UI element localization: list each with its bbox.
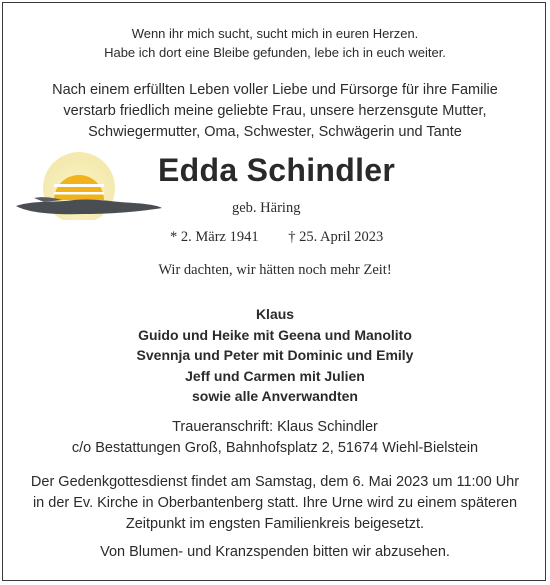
birth-date: * 2. März 1941 [170,229,259,245]
deceased-name: Edda Schindler [158,152,396,188]
intro-text [0,80,550,143]
poem [0,24,550,62]
notice-line-2: in der Ev. Kirche in Oberbantenberg statt. Ihre Urne wird zu einem späteren [32,495,518,511]
mourner: Svennja und Peter mit Dominic und Emily [136,347,414,363]
life-dates [170,229,409,246]
poem-line-1: Wenn ihr mich sucht, sucht mich in euren Herzen. [131,26,419,41]
maiden-name: geb. Häring [232,200,301,216]
notice-line-3: Zeitpunkt im engsten Familienkreis beigesetzt. [125,516,425,532]
mourners-list [0,304,550,407]
mourner: Guido und Heike mit Geena und Manolito [138,326,412,343]
intro-line-2: verstarb friedlich meine geliebte Frau, unsere herzensgute Mutter, [63,103,487,119]
notice-line-1: Der Gedenkgottesdienst findet am Samstag, dem 6. Mai 2023 um 11:00 Uhr [30,474,520,490]
mourner: Jeff und Carmen mit Julien [185,367,365,384]
death-date: † 25. April 2023 [288,229,384,245]
sunset-icon [14,148,164,220]
intro-line-1: Nach einem erfüllten Leben voller Liebe und Fürsorge für ihre Familie [52,82,498,98]
intro-line-3: Schwiegermutter, Oma, Schwester, Schwägerin und Tante [88,124,462,140]
address-line-2: c/o Bestattungen Groß, Bahnhofsplatz 2, 51674 Wiehl-Bielstein [71,440,479,456]
poem-line-2: Habe ich dort eine Bleibe gefunden, lebe ich in euch weiter. [104,45,446,60]
mourner: Klaus [255,306,295,322]
closing-note: Von Blumen- und Kranzspenden bitten wir abzusehen. [100,544,450,560]
quote: Wir dachten, wir hätten noch mehr Zeit! [158,262,392,278]
mourner: sowie alle Anverwandten [192,388,358,404]
address-line-1: Traueranschrift: Klaus Schindler [172,419,378,435]
service-notice [0,472,550,535]
mourning-address [0,417,550,459]
